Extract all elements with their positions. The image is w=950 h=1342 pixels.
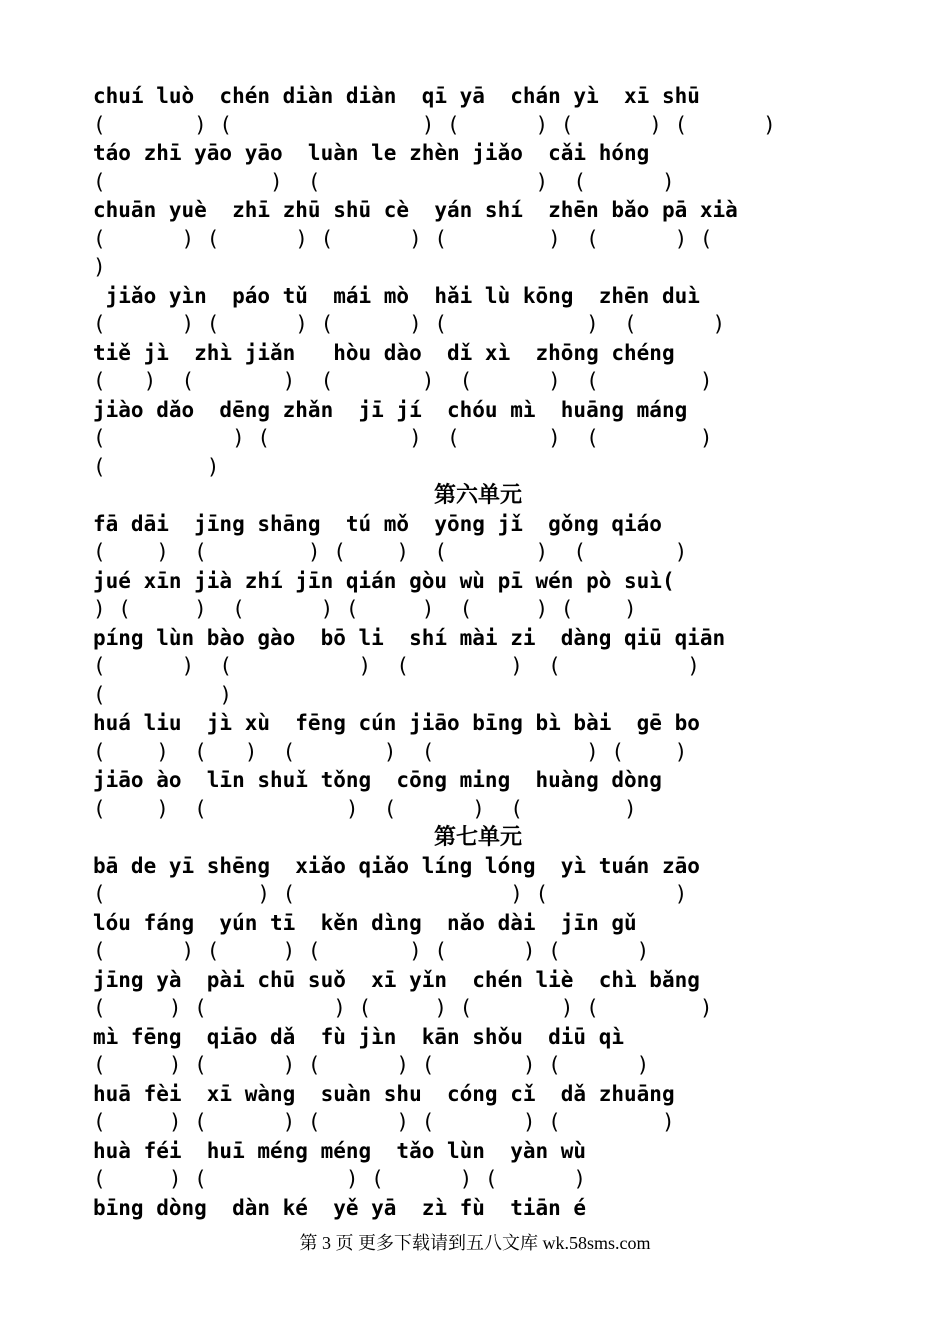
pinyin-line: fā dāi jīng shāng tú mǒ yōng jǐ gǒng qiáo [93, 511, 662, 536]
pinyin-line: táo zhī yāo yāo luàn le zhèn jiǎo cǎi hóng [93, 141, 650, 165]
pinyin-line: jiǎo yìn páo tǔ mái mò hǎi lù kōng zhēn duì [93, 283, 700, 308]
answer-brackets-line: ( ) ( ) ( ) ( ) [93, 654, 700, 678]
pinyin-line: tiě jì zhì jiǎn hòu dào dǐ xì zhōng chéng [93, 340, 675, 365]
answer-brackets-line: ( ) ( ) ( ) ( ) ( ) [93, 739, 688, 764]
answer-brackets-line: ( ) ( ) ( ) [93, 169, 675, 194]
answer-brackets-line: ( ) ( ) ( ) ( ) ( ) [93, 1053, 650, 1077]
answer-brackets-line: ( ) ( ) ( ) ( ) [93, 1167, 587, 1191]
unit-heading: 第七单元 [433, 824, 522, 850]
answer-brackets-line: ( ) ( ) ( ) ( ) ( ) [93, 312, 726, 336]
answer-brackets-line: ( ) ( ) ( ) [93, 882, 688, 906]
pinyin-line: bā de yī shēng xiǎo qiǎo líng lóng yì tuán zāo [93, 853, 700, 878]
pinyin-line: huá liu jì xù fēng cún jiāo bīng bì bài gē bo [93, 711, 700, 735]
pinyin-line: mì fēng qiāo dǎ fù jìn kān shǒu diū qì [93, 1024, 625, 1049]
answer-brackets-line: ( ) ( ) ( ) ( ) ( ) [93, 939, 650, 963]
answer-brackets-line: ( ) [93, 454, 220, 479]
answer-brackets-line: ( ) ( ) ( ) ( ) ( ) [93, 996, 713, 1020]
pinyin-line: chuān yuè zhī zhū shū cè yán shí zhēn bǎo pā xià [93, 198, 738, 222]
pinyin-line: chuí luò chén diàn diàn qī yā chán yì xī shū [93, 84, 700, 108]
answer-brackets-line: ) ( ) ( ) ( ) ( ) ( ) [93, 597, 637, 621]
answer-brackets-line: ( ) ( ) ( ) ( ) ( ) [93, 540, 688, 564]
answer-brackets-line: ( ) ( ) ( ) ( ) [93, 796, 637, 821]
answer-brackets-line: ( ) ( ) ( ) ( ) [93, 426, 713, 450]
pinyin-line: bīng dòng dàn ké yě yā zì fù tiān é [93, 1195, 587, 1220]
answer-brackets-line: ( ) ( ) ( ) ( ) ( ) [93, 369, 713, 393]
pinyin-line: jīng yà pài chū suǒ xī yǐn chén liè chì bǎng [93, 967, 700, 992]
pinyin-line: huà féi huī méng méng tǎo lùn yàn wù [93, 1138, 587, 1163]
answer-brackets-line: ( ) ( ) ( ) ( ) ( ) ( [93, 226, 713, 251]
page-footer: 第 3 页 更多下载请到五八文库 wk.58sms.com [299, 1233, 651, 1253]
answer-brackets-line: ( ) ( ) ( ) ( ) ( ) [93, 112, 776, 137]
pinyin-exercise-list [93, 82, 863, 1222]
pinyin-line: píng lùn bào gào bō li shí mài zi dàng qiū qiān [93, 625, 726, 650]
answer-brackets-line: ( ) [93, 682, 233, 707]
pinyin-line: lóu fáng yún tī kěn dìng nǎo dài jīn gǔ [93, 910, 637, 935]
pinyin-line: huā fèi xī wàng suàn shu cóng cǐ dǎ zhuāng [93, 1081, 675, 1106]
answer-brackets-line: ) [93, 255, 106, 279]
pinyin-line: jiào dǎo dēng zhǎn jī jí chóu mì huāng máng [93, 397, 688, 422]
pinyin-line: jué xīn jià zhí jīn qián gòu wù pī wén pò suì( [93, 568, 675, 593]
answer-brackets-line: ( ) ( ) ( ) ( ) ( ) [93, 1110, 675, 1134]
unit-heading: 第六单元 [433, 482, 522, 508]
pinyin-line: jiāo ào līn shuǐ tǒng cōng ming huàng dòng [93, 768, 662, 792]
